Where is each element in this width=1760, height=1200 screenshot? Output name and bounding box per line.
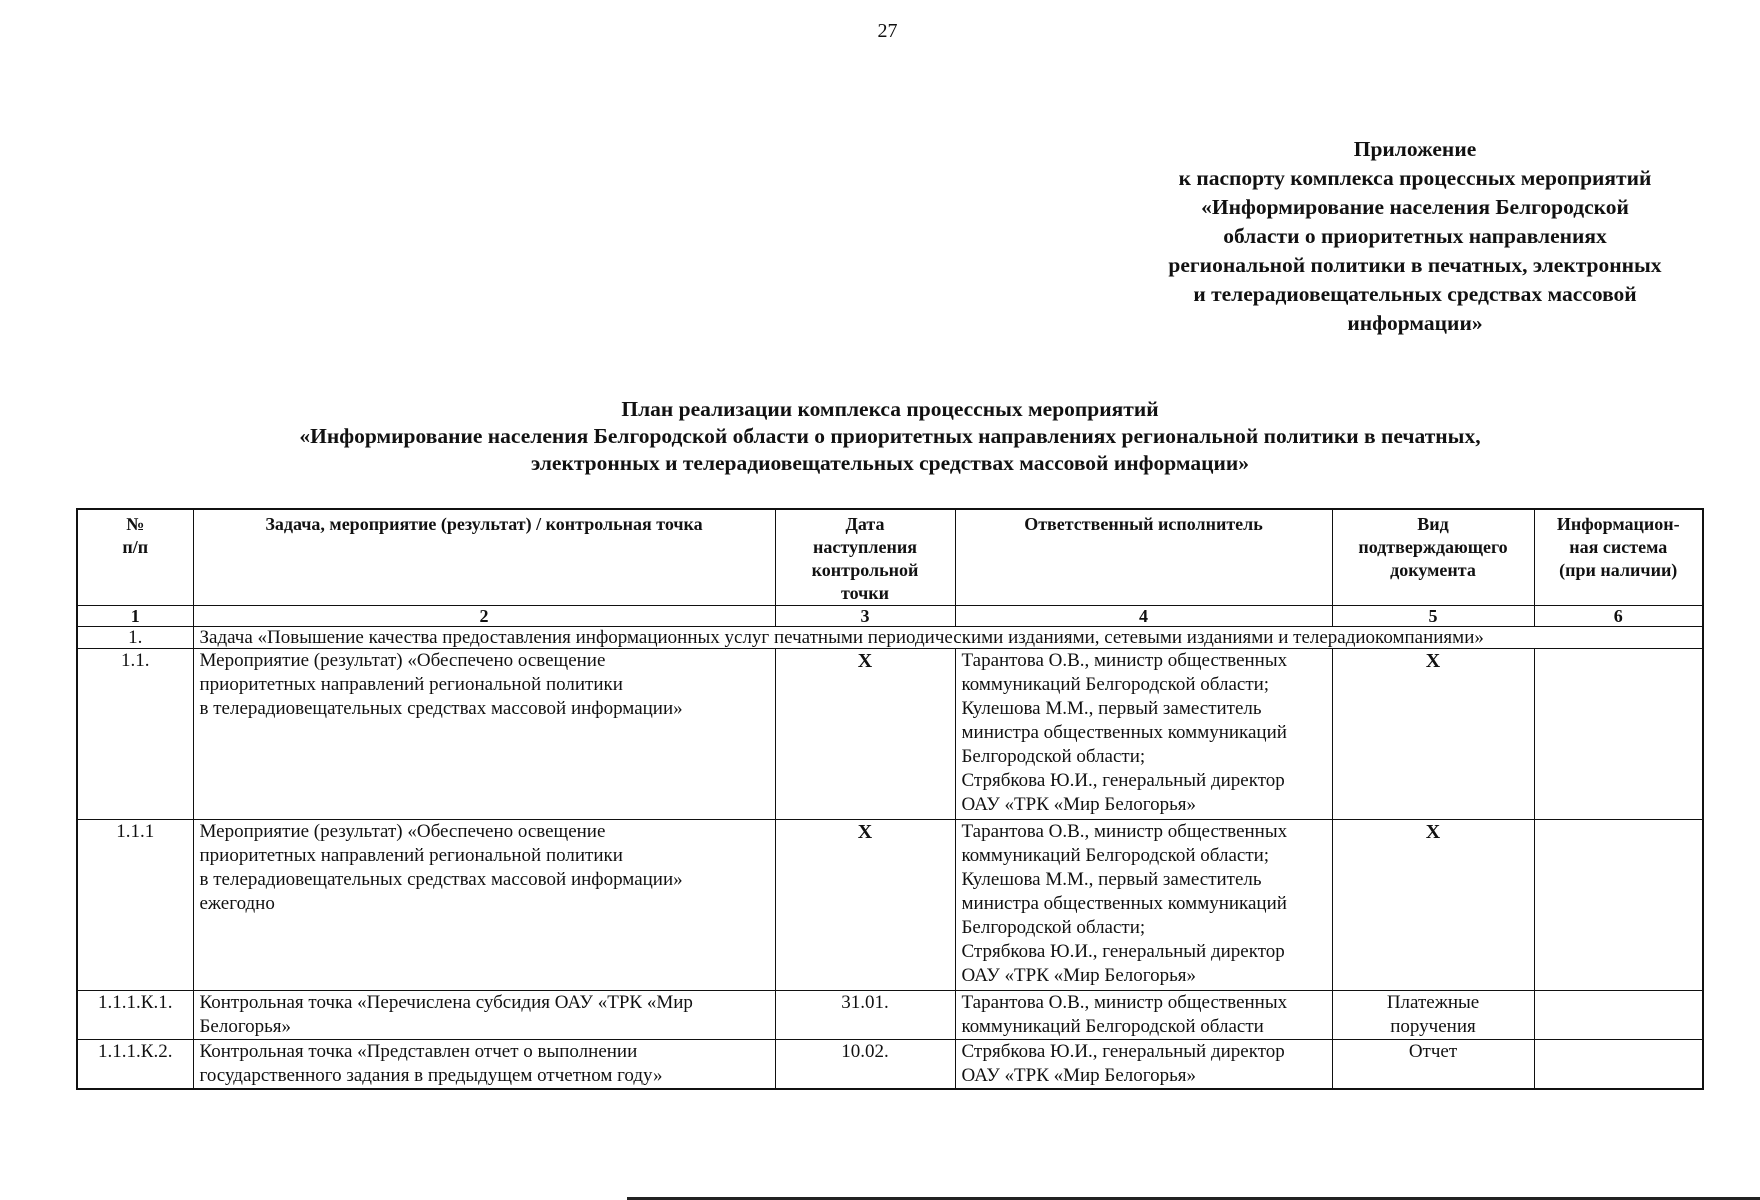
row-task: Мероприятие (результат) «Обеспечено освещение приоритетных направлений региональной политики в телерадиовещательных средствах массовой информации» <box>193 649 775 820</box>
task-text: Задача «Повышение качества предоставления информационных услуг печатными периодическими изданиями, сетевыми изданиями и телерадиокомпаниями» <box>193 627 1703 649</box>
row-executor: Тарантова О.В., министр общественных коммуникаций Белгородской области; Кулешова М.М., первый заместитель министра общественных коммуникаций Белгородской области; Стрябкова Ю.И., генеральный директор ОАУ «ТРК «Мир Белогорья» <box>955 820 1332 991</box>
plan-title-line: электронных и телерадиовещательных средствах массовой информации» <box>530 451 1250 475</box>
header-date: Дата наступления контрольной точки <box>775 509 955 606</box>
column-number: 3 <box>775 606 955 627</box>
header-system: Информацион- ная система (при наличии) <box>1534 509 1703 606</box>
row-executor: Тарантова О.В., министр общественных коммуникаций Белгородской области; Кулешова М.М., первый заместитель министра общественных коммуникаций Белгородской области; Стрябкова Ю.И., генеральный директор ОАУ «ТРК «Мир Белогорья» <box>955 649 1332 820</box>
appendix-line: к паспорту комплекса процессных мероприятий <box>1178 166 1652 190</box>
row-executor: Стрябкова Ю.И., генеральный директор ОАУ «ТРК «Мир Белогорья» <box>955 1040 1332 1090</box>
task-row <box>77 627 1703 649</box>
plan-table <box>76 508 1704 1090</box>
column-number: 4 <box>955 606 1332 627</box>
row-num: 1.1. <box>77 649 193 820</box>
header-doc: Вид подтверждающего документа <box>1332 509 1534 606</box>
column-number: 1 <box>77 606 193 627</box>
header-num: № п/п <box>77 509 193 606</box>
row-system <box>1534 991 1703 1040</box>
column-numbers-row <box>77 606 1703 627</box>
column-number: 5 <box>1332 606 1534 627</box>
row-task: Контрольная точка «Представлен отчет о выполнении государственного задания в предыдущем отчетном году» <box>193 1040 775 1090</box>
row-doc: Отчет <box>1332 1040 1534 1090</box>
row-date: 31.01. <box>775 991 955 1040</box>
appendix-line: информации» <box>1347 311 1483 335</box>
appendix-heading <box>1110 135 1720 338</box>
row-task: Контрольная точка «Перечислена субсидия ОАУ «ТРК «Мир Белогорья» <box>193 991 775 1040</box>
column-number: 6 <box>1534 606 1703 627</box>
row-num: 1.1.1.К.1. <box>77 991 193 1040</box>
row-date: Х <box>775 649 955 820</box>
appendix-line: региональной политики в печатных, электронных <box>1168 253 1662 277</box>
row-task: Мероприятие (результат) «Обеспечено освещение приоритетных направлений региональной политики в телерадиовещательных средствах массовой информации» ежегодно <box>193 820 775 991</box>
plan-title-line: «Информирование населения Белгородской области о приоритетных направлениях региональной политики в печатных, <box>299 424 1481 448</box>
header-row <box>77 509 1703 606</box>
task-num: 1. <box>77 627 193 649</box>
table-row <box>77 820 1703 991</box>
row-doc: Х <box>1332 820 1534 991</box>
table-row <box>77 991 1703 1040</box>
header-executor: Ответственный исполнитель <box>955 509 1332 606</box>
column-number: 2 <box>193 606 775 627</box>
row-system <box>1534 649 1703 820</box>
row-num: 1.1.1 <box>77 820 193 991</box>
appendix-line: Приложение <box>1353 137 1477 161</box>
row-executor: Тарантова О.В., министр общественных коммуникаций Белгородской области <box>955 991 1332 1040</box>
row-doc: Платежные поручения <box>1332 991 1534 1040</box>
appendix-line: области о приоритетных направлениях <box>1223 224 1607 248</box>
page-number: 27 <box>877 20 898 42</box>
table-row <box>77 649 1703 820</box>
row-date: 10.02. <box>775 1040 955 1090</box>
plan-title <box>60 396 1720 477</box>
header-task: Задача, мероприятие (результат) / контрольная точка <box>193 509 775 606</box>
plan-title-line: План реализации комплекса процессных мероприятий <box>621 397 1159 421</box>
appendix-line: и телерадиовещательных средствах массовой <box>1193 282 1637 306</box>
row-date: Х <box>775 820 955 991</box>
table-row <box>77 1040 1703 1090</box>
row-system <box>1534 1040 1703 1090</box>
row-system <box>1534 820 1703 991</box>
row-doc: Х <box>1332 649 1534 820</box>
row-num: 1.1.1.К.2. <box>77 1040 193 1090</box>
appendix-line: «Информирование населения Белгородской <box>1201 195 1629 219</box>
